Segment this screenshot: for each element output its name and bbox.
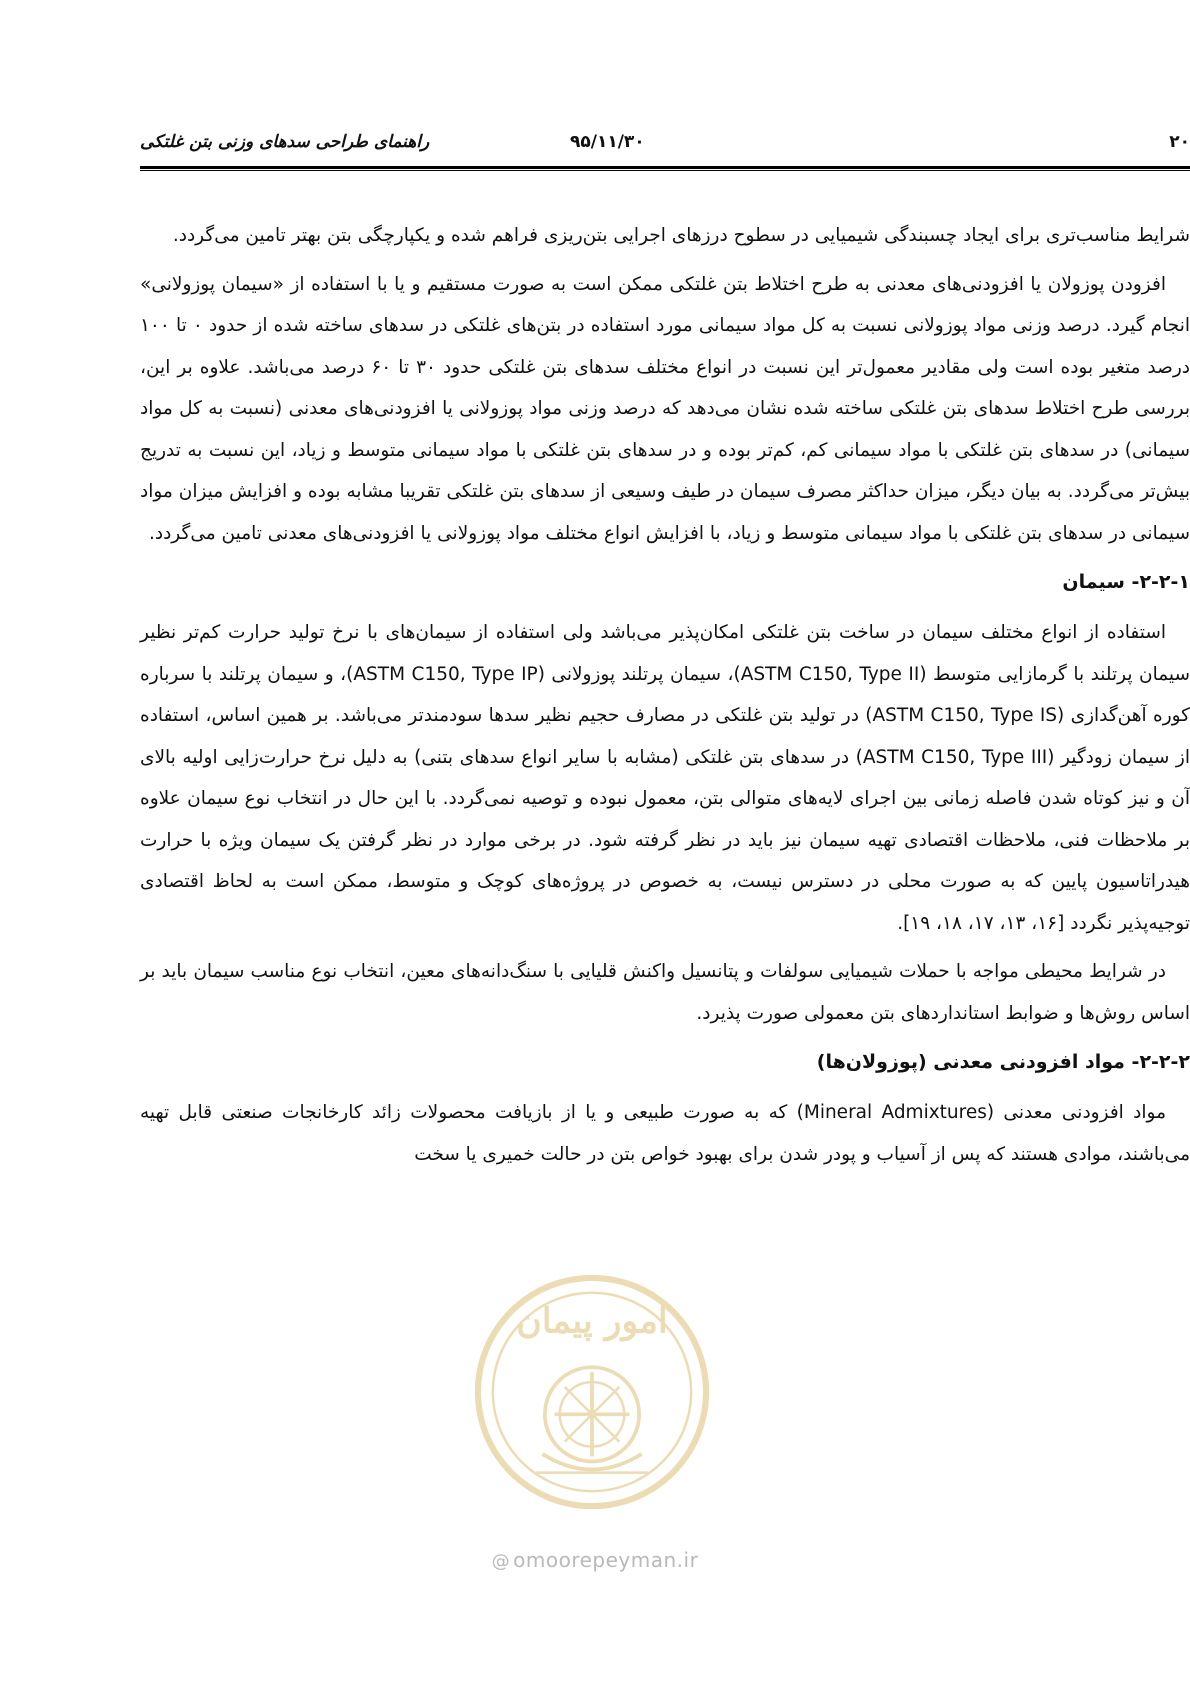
page-header — [140, 128, 1190, 168]
site-watermark-text: omoorepeyman.ir — [513, 1548, 699, 1572]
seal-emblem — [468, 1268, 716, 1516]
paragraph-cement-1: استفاده از انواع مختلف سیمان در ساخت بتن غلتکی امکان‌پذیر می‌باشد ولی استفاده از سیمان‌های با نرخ تولید حرارت کم‌تر نظیر سیمان پرتلند با گرمازایی متوسط (ASTM C150, Type II)، سیمان پرتلند پوزولانی (ASTM C150, Type IP)، و سیمان پرتلند با سرباره کوره آهن‌گدازی (ASTM C150, Type IS) در تولید بتن غلتکی در مصارف حجیم نظیر سدها سودمندتر می‌باشد. بر همین اساس، استفاده از سیمان زودگیر (ASTM C150, Type III) در سدهای بتن غلتکی (مشابه با سایر انواع سدهای بتنی) به دلیل نرخ حرارت‌زایی اولیه بالای آن و نیز کوتاه شدن فاصله زمانی بین اجرای لایه‌های متوالی بتن، معمول نبوده و توصیه نمی‌گردد. با این حال در انتخاب نوع سیمان علاوه بر ملاحظات فنی، ملاحظات اقتصادی تهیه سیمان نیز باید در نظر گرفته شود. در برخی موارد در نظر گرفتن یک سیمان ویژه با حرارت هیدراتاسیون پایین که به صورت محلی در دسترس نیست، به خصوص در پروژه‌های کوچک و متوسط، ممکن است به لحاظ اقتصادی توجیه‌پذیر نگردد [۱۶، ۱۳، ۱۷، ۱۸، ۱۹]. — [140, 622, 1190, 934]
page-body — [140, 215, 1190, 1182]
heading-cement: ۲-۲-۱- سیمان — [1062, 571, 1190, 593]
page-number: ۲۰ — [1169, 132, 1190, 152]
at-sign-icon: @ — [491, 1551, 511, 1572]
header-date: ۹۵/۱۱/۳۰ — [570, 132, 645, 152]
paragraph-intro-1: شرایط مناسب‌تری برای ایجاد چسبندگی شیمیایی در سطوح درزهای اجرایی بتن‌ریزی فراهم شده و یکپارچگی بتن بهتر تامین می‌گردد. — [172, 225, 1190, 246]
header-rule — [140, 166, 1190, 169]
header-title: راهنمای طراحی سدهای وزنی بتن غلتکی — [140, 132, 430, 152]
paragraph-cement-2: در شرایط محیطی مواجه با حملات شیمیایی سولفات و پتانسیل واکنش قلیایی با سنگ‌دانه‌های معین، انتخاب نوع مناسب سیمان باید بر اساس روش‌ها و ضوابط استانداردهای بتن معمولی صورت پذیرد. — [140, 961, 1190, 1024]
paragraph-pozzolan-1: مواد افزودنی معدنی (Mineral Admixtures) که به صورت طبیعی و یا از بازیافت محصولات زائد کارخانجات صنعتی قابل تهیه می‌باشند، موادی هستند که پس از آسیاب و پودر شدن برای بهبود خواص بتن در حالت خمیری یا سخت — [140, 1102, 1190, 1165]
svg-text:امور پیمان: امور پیمان — [516, 1300, 668, 1342]
heading-pozzolan: ۲-۲-۲- مواد افزودنی معدنی (پوزولان‌ها) — [816, 1051, 1190, 1073]
header-rule-thin — [140, 170, 1190, 171]
site-watermark — [480, 1548, 710, 1572]
paragraph-intro-2: افزودن پوزولان یا افزودنی‌های معدنی به طرح اختلاط بتن غلتکی ممکن است به صورت مستقیم و یا با استفاده از «سیمان پوزولانی» انجام گیرد. درصد وزنی مواد پوزولانی نسبت به کل مواد سیمانی مورد استفاده در بتن‌های غلتکی در سدهای ساخته شده از حدود ۰ تا ۱۰۰ درصد متغیر بوده است ولی مقادیر معمول‌تر این نسبت در انواع مختلف سدهای بتن غلتکی حدود ۳۰ تا ۶۰ درصد می‌باشد. علاوه بر این، بررسی طرح اختلاط سدهای بتن غلتکی ساخته شده نشان می‌دهد که درصد وزنی مواد پوزولانی یا افزودنی‌های معدنی (نسبت به کل مواد سیمانی) در سدهای بتن غلتکی با مواد سیمانی کم، کم‌تر بوده و در سدهای بتن غلتکی با مواد سیمانی متوسط و زیاد، این نسبت به تدریج بیش‌تر می‌گردد. به بیان دیگر، میزان حداکثر مصرف سیمان در طیف وسیعی از سدهای بتن غلتکی تقریبا مشابه بوده و افزایش میزان مواد سیمانی در سدهای بتن غلتکی با مواد سیمانی متوسط و زیاد، با افزایش انواع مختلف مواد پوزولانی یا افزودنی‌های معدنی تامین می‌گردد. — [140, 273, 1190, 544]
